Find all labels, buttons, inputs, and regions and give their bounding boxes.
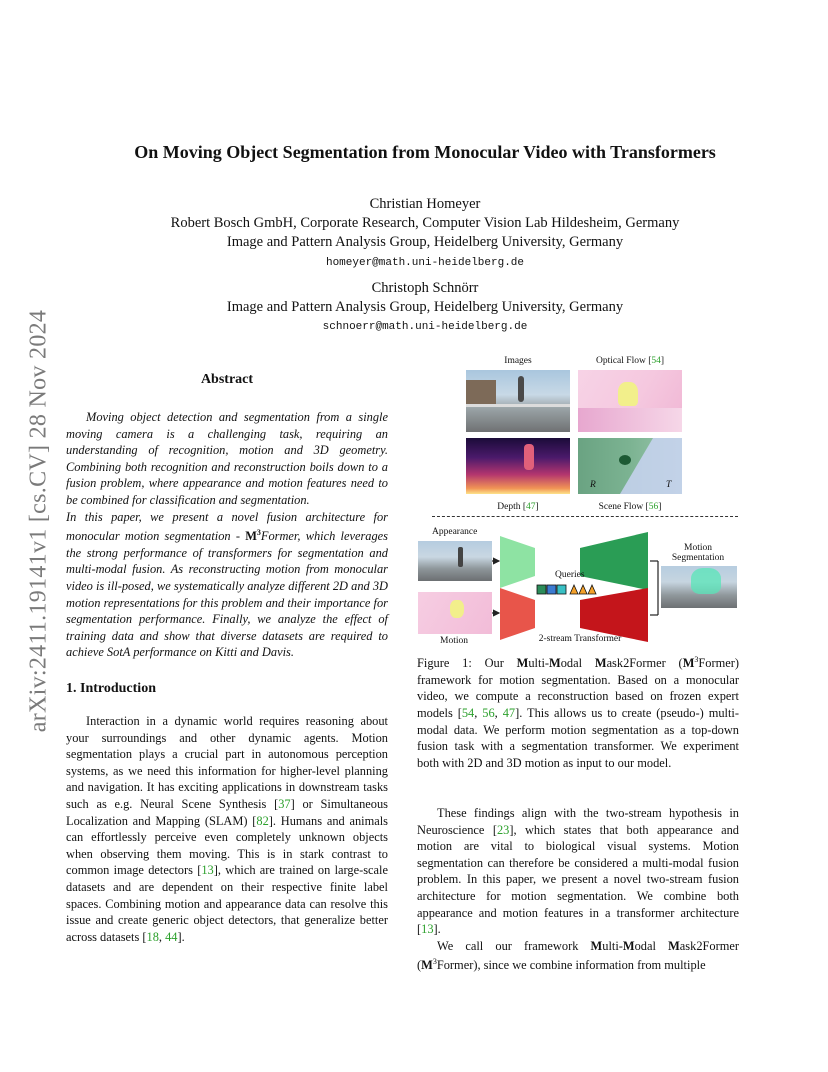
abstract-paragraph: In this paper, we present a novel fusion architecture for monocular motion segmentation - $M^3Former$, which leverages the strong performance of transformers for segmentation and multi-modal fusion. As reconstructing motion from monocular video is ill-posed, we systematically analyze different 2D and 3D motion representations for this problem and their importance for segmentation performance. Finally, we analyze the effect of training data and show that diverse datasets are required to achieve SotA performance on Kitti and Davis. bbox=[66, 509, 388, 660]
figure-label-depth: Depth [47] bbox=[497, 502, 539, 512]
citation-link[interactable]: 56 bbox=[648, 502, 659, 512]
citation-link[interactable]: 13 bbox=[421, 922, 434, 937]
author-name: Christoph Schnörr bbox=[371, 280, 479, 296]
figure-label-t: T bbox=[666, 480, 672, 490]
author-affiliation: Robert Bosch GmbH, Corporate Research, Computer Vision Lab Hildesheim, Germany bbox=[170, 215, 680, 231]
figure-output-segmentation bbox=[661, 566, 737, 608]
figure-label-queries: Queries bbox=[555, 570, 585, 580]
abstract-body bbox=[66, 409, 388, 661]
body-paragraph: These findings align with the two-stream hypothesis in Neuroscience [23], which states that both appearance and motion are vital to biological visual systems. Motion segmentation can therefore be considered a multi-modal fusion problem. In this paper, we present a novel two-stream fusion architecture for motion segmentation. We combine both appearance and motion features in a transformer architecture [13]. bbox=[417, 806, 739, 937]
figure-caption: Figure 1: Our Multi-Modal Mask2Former $(M^3Former)$ framework for motion segmentation. Based on a monocular video, we compute a reconstruction based on frozen expert models [54, 56, 47]. This allows us to create (pseudo-) multi-modal data. We perform motion segmentation as a top-down fusion task with a segmentation transformer. We experiment both with 2D and 3D motion as input to our model. bbox=[417, 655, 739, 770]
intro-paragraph: Interaction in a dynamic world requires reasoning about your surroundings and other dynamic agents. Motion segmentation plays a crucial part in autonomous perception systems, as we need this information for higher-level planning and navigation. It has exciting applications in downstream tasks such as e.g. Neural Scene Synthesis [37] or Simultaneous Localization and Mapping (SLAM) [82]. Humans and animals can effortlessly perceive even completely unknown objects when observing them moving. This is in stark contrast to common image detectors [13], which are trained on large-scale datasets and are dependent on their respective finite label spaces. Combining motion and appearance data can resolve this issue and create generic object detectors, that generalize better across datasets [18, 44]. bbox=[66, 714, 389, 944]
author-affiliation: Image and Pattern Analysis Group, Heidelberg University, Germany bbox=[226, 299, 624, 315]
figure-label-appearance: Appearance bbox=[432, 527, 478, 537]
author-email[interactable]: homeyer@math.uni-heidelberg.de bbox=[325, 257, 525, 269]
author-email[interactable]: schnoerr@math.uni-heidelberg.de bbox=[322, 321, 528, 333]
figure-label-motion: Motion bbox=[440, 636, 468, 646]
figure-label-segmentation: Segmentation bbox=[671, 553, 725, 563]
citation-link[interactable]: 44 bbox=[165, 929, 178, 944]
citation-link[interactable]: 54 bbox=[651, 356, 661, 366]
abstract-heading: Abstract bbox=[200, 372, 254, 387]
arxiv-identifier-text: arXiv:2411.19141v1 [cs.CV] 28 Nov 2024 bbox=[25, 309, 52, 733]
arxiv-identifier bbox=[26, 282, 52, 760]
citation-link[interactable]: 82 bbox=[256, 813, 269, 828]
figure-input-appearance bbox=[418, 541, 492, 581]
paper-title: On Moving Object Segmentation from Monocular Video with Transformers bbox=[134, 142, 716, 162]
figure-dashed-separator bbox=[432, 516, 738, 517]
figure-label-transformer: 2-stream Transformer bbox=[538, 634, 622, 644]
figure-input-motion bbox=[418, 592, 492, 634]
figure-label-images: Images bbox=[504, 356, 532, 366]
right-column-body bbox=[417, 805, 739, 974]
author-affiliation: Image and Pattern Analysis Group, Heidelberg University, Germany bbox=[226, 234, 624, 250]
figure-label-scene-flow: Scene Flow [56] bbox=[598, 502, 662, 512]
author-name: Christian Homeyer bbox=[369, 196, 481, 212]
figure-label-motion-seg: Motion bbox=[684, 543, 712, 553]
section-heading: 1. Introduction bbox=[66, 681, 156, 696]
citation-link[interactable]: 13 bbox=[201, 863, 214, 878]
citation-link[interactable]: 47 bbox=[502, 705, 516, 720]
abstract-paragraph: Moving object detection and segmentation from a single moving camera is a challenging task, requiring an understanding of recognition, motion and 3D geometry. Combining both recognition and reconstruction boils down to a fusion problem, where appearance and motion features need to be combined for classification and segmentation. bbox=[66, 410, 388, 507]
figure-image-optical-flow bbox=[578, 370, 682, 432]
figure-image-depth bbox=[466, 438, 570, 494]
figure-label-optical-flow: Optical Flow [54] bbox=[595, 356, 665, 366]
citation-link[interactable]: 23 bbox=[496, 822, 510, 837]
citation-link[interactable]: 47 bbox=[526, 502, 536, 512]
citation-link[interactable]: 37 bbox=[278, 796, 291, 811]
citation-link[interactable]: 56 bbox=[482, 705, 495, 720]
intro-body bbox=[66, 713, 388, 945]
figure-label-r: R bbox=[590, 480, 596, 490]
citation-link[interactable]: 18 bbox=[146, 929, 159, 944]
figure-image-rgb bbox=[466, 370, 570, 432]
citation-link[interactable]: 54 bbox=[461, 705, 475, 720]
figure-transformer-diagram bbox=[490, 530, 660, 642]
body-paragraph: We call our framework Multi-Modal Mask2Former $(M^3Former)$, since we combine information from multiple bbox=[417, 938, 739, 973]
figure-image-scene-flow bbox=[578, 438, 682, 494]
